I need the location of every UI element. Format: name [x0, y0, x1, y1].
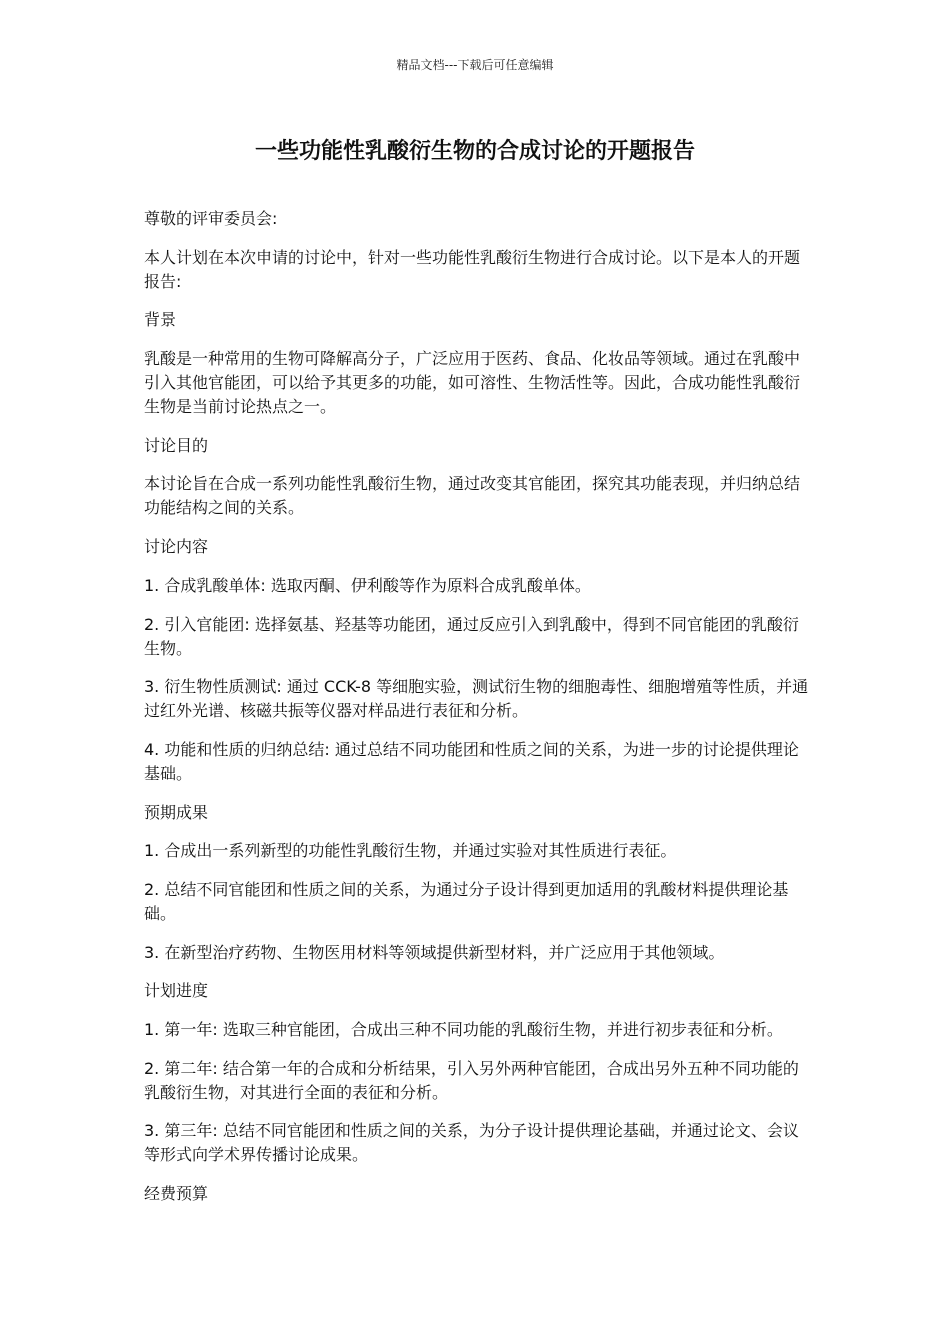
content-item-4: 4. 功能和性质的归纳总结: 通过总结不同功能团和性质之间的关系，为进一步的讨论提供理论基础。 [144, 739, 799, 783]
background-paragraph: 乳酸是一种常用的生物可降解高分子，广泛应用于医药、食品、化妆品等领域。通过在乳酸中引入其他官能团，可以给予其更多的功能，如可溶性、生物活性等。因此，合成功能性乳酸衍生物是当前讨论热点之一。 [144, 349, 801, 417]
schedule-item-2: 2. 第二年: 结合第一年的合成和分析结果，引入另外两种官能团，合成出另外五种不同功能的乳酸衍生物，对其进行全面的表征和分析。 [144, 1058, 799, 1102]
outcome-item-1: 1. 合成出一系列新型的功能性乳酸衍生物，并通过实验对其性质进行表征。 [144, 841, 677, 861]
section-heading-background: 背景 [144, 310, 177, 330]
document-title: 一些功能性乳酸衍生物的合成讨论的开题报告 [254, 139, 695, 164]
page-header: 精品文档---下载后可任意编辑 [396, 58, 554, 72]
outcome-item-3: 3. 在新型治疗药物、生物医用材料等领域提供新型材料，并广泛应用于其他领域。 [144, 942, 725, 962]
section-heading-budget: 经费预算 [144, 1184, 209, 1204]
section-heading-outcomes: 预期成果 [144, 802, 209, 822]
content-item-2: 2. 引入官能团: 选择氨基、羟基等功能团，通过反应引入到乳酸中，得到不同官能团的乳酸衍生物。 [144, 614, 799, 658]
salutation: 尊敬的评审委员会: [144, 209, 278, 228]
section-heading-schedule: 计划进度 [144, 981, 209, 1001]
section-heading-content: 讨论内容 [144, 537, 209, 557]
section-heading-purpose: 讨论目的 [144, 435, 209, 455]
purpose-paragraph: 本讨论旨在合成一系列功能性乳酸衍生物，通过改变其官能团，探究其功能表现，并归纳总结功能结构之间的关系。 [144, 474, 801, 518]
schedule-item-1: 1. 第一年: 选取三种官能团，合成出三种不同功能的乳酸衍生物，并进行初步表征和分析。 [144, 1020, 783, 1039]
schedule-item-3: 3. 第三年: 总结不同官能团和性质之间的关系，为分子设计提供理论基础，并通过论文、会议等形式向学术界传播讨论成果。 [144, 1121, 799, 1165]
outcome-item-2: 2. 总结不同官能团和性质之间的关系，为通过分子设计得到更加适用的乳酸材料提供理论基础。 [144, 879, 789, 923]
content-item-3: 3. 衍生物性质测试: 通过 CCK-8 等细胞实验，测试衍生物的细胞毒性、细胞增殖等性质，并通过红外光谱、核磁共振等仪器对样品进行表征和分析。 [144, 677, 809, 721]
document-body [144, 207, 810, 1221]
intro-paragraph: 本人计划在本次申请的讨论中，针对一些功能性乳酸衍生物进行合成讨论。以下是本人的开题报告: [144, 247, 801, 291]
content-item-1: 1. 合成乳酸单体: 选取丙酮、伊利酸等作为原料合成乳酸单体。 [144, 575, 591, 595]
